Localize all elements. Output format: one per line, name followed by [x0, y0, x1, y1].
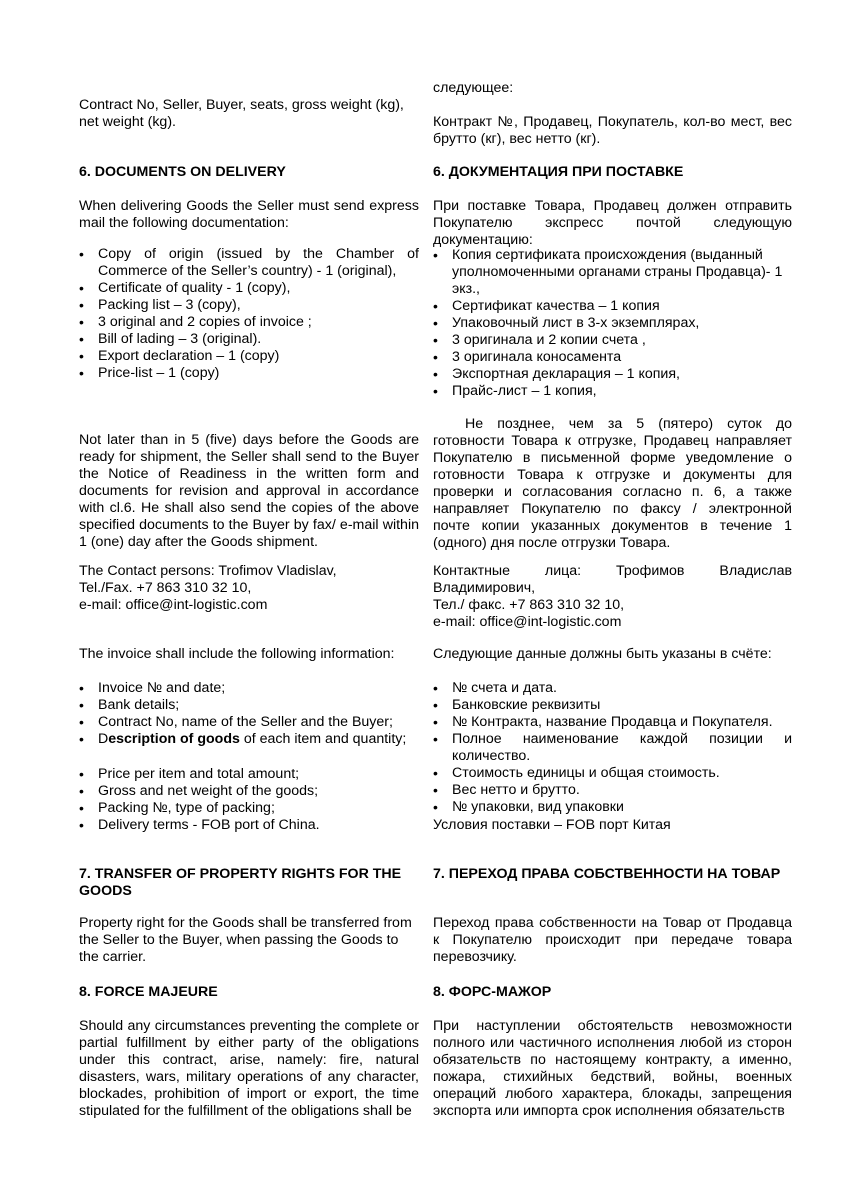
list-item: • Contract No, name of the Seller and the Buyer; [79, 714, 419, 731]
list-item: • Copy of origin (issued by the Chamber of Commerce of the Seller’s country) - 1 (original), [79, 246, 419, 280]
en-contact-email: e-mail: office@int-logistic.com [79, 597, 268, 613]
list-item: • Certificate of quality - 1 (copy), [79, 280, 419, 297]
list-item: • Сертификат качества – 1 копия [433, 298, 792, 315]
ru-contract-fields: Контракт №, Продавец, Покупатель, кол-во мест, вес брутто (кг), вес нетто (кг). [433, 114, 792, 147]
en-contact-persons: The Contact persons: Trofimov Vladislav, [79, 563, 337, 579]
list-item: • Экспортная декларация – 1 копия, [433, 366, 792, 383]
en-documents-list [79, 246, 419, 382]
list-item: • Invoice № and date; [79, 680, 419, 697]
list-item: • Export declaration – 1 (copy) [79, 348, 419, 365]
list-item: • 3 original and 2 copies of invoice ; [79, 314, 419, 331]
en-readiness-notice: Not later than in 5 (five) days before the Goods are ready for shipment, the Seller shall send to the Buyer the Notice of Readiness in the written form and documents for revision and approval in accordance with cl.6. He shall also send the copies of the above specified documents to the Buyer by fax/ e-mail within 1 (one) day after the Goods shipment. [79, 432, 419, 550]
list-item-description: • Description of goods of each item and quantity; [79, 731, 419, 748]
en-invoice-list-b [79, 766, 419, 834]
list-item: • Packing list – 3 (copy), [79, 297, 419, 314]
ru-contact-block [433, 563, 792, 631]
list-item: • Стоимость единицы и общая стоимость. [433, 765, 792, 782]
list-item: • № Контракта, название Продавца и Покупателя. [433, 714, 792, 731]
en-invoice-intro: The invoice shall include the following information: [79, 646, 395, 662]
ru-section-6-intro: При поставке Товара, Продавец должен отправить Покупателю экспресс почтой следующую документацию: [433, 198, 792, 248]
list-item: • Delivery terms - FOB port of China. [79, 817, 419, 834]
list-item: • 3 оригинала коносамента [433, 349, 792, 366]
list-item: • Gross and net weight of the goods; [79, 783, 419, 800]
ru-section-7-heading: 7. ПЕРЕХОД ПРАВА СОБСТВЕННОСТИ НА ТОВАР [433, 866, 781, 882]
en-section-7-text: Property right for the Goods shall be transferred from the Seller to the Buyer, when passing the Goods to the carrier. [79, 915, 412, 965]
list-item: • Банковские реквизиты [433, 697, 792, 714]
list-item: • Вес нетто и брутто. [433, 782, 792, 799]
en-section-6-heading: 6. DOCUMENTS ON DELIVERY [79, 164, 286, 180]
list-item: • Price-list – 1 (copy) [79, 365, 419, 382]
list-item: • Прайс-лист – 1 копия, [433, 383, 792, 400]
ru-contact-persons: Контактные лица: Трофимов Владислав Владимирович, [433, 563, 792, 596]
ru-readiness-notice: Не позднее, чем за 5 (пятеро) суток до готовности Товара к отгрузке, Продавец направляет Покупателю в письменной форме уведомление о готовности Товара к отгрузке и документы для проверки и согласования согласно п. 6, а также направляет Покупателю по факсу / электронной почте копии указанных документов в течение 1 (одного) дня после отгрузки Товара. [433, 416, 792, 551]
bold-term: escription of goods [108, 731, 240, 747]
ru-invoice-intro: Следующие данные должны быть указаны в счёте: [433, 646, 772, 662]
list-item: • 3 оригинала и 2 копии счета , [433, 332, 792, 349]
ru-contact-phone: Тел./ факс. +7 863 310 32 10, [433, 597, 625, 613]
ru-invoice-list [433, 680, 792, 816]
list-item: • № счета и дата. [433, 680, 792, 697]
list-item: • Полное наименование каждой позиции и количество. [433, 731, 792, 765]
ru-section-7-text: Переход права собственности на Товар от Продавца к Покупателю происходит при передаче товара перевозчику. [433, 915, 792, 965]
ru-contact-email: e-mail: office@int-logistic.com [433, 614, 622, 630]
en-section-6-intro: When delivering Goods the Seller must send express mail the following documentation: [79, 198, 419, 231]
list-item: • № упаковки, вид упаковки [433, 799, 792, 816]
ru-documents-list [433, 247, 792, 400]
ru-section-8-text: При наступлении обстоятельств невозможности полного или частичного исполнения любой из сторон обязательств по настоящему контракту, а именно, пожара, стихийных бедствий, войны, военных операций любого характера, блокады, запрещения экспорта или импорта срок исполнения обязательств [433, 1018, 792, 1119]
en-contract-fields: Contract No, Seller, Buyer, seats, gross weight (kg), net weight (kg). [79, 97, 404, 130]
en-section-8-heading: 8. FORCE MAJEURE [79, 984, 218, 1000]
ru-top-continuation: следующее: [433, 80, 514, 96]
en-section-7-heading: 7. TRANSFER OF PROPERTY RIGHTS FOR THE GOODS [79, 866, 402, 899]
list-item: • Bill of lading – 3 (original). [79, 331, 419, 348]
en-section-8-text: Should any circumstances preventing the complete or partial fulfillment by either party of the obligations under this contract, arise, namely: fire, natural disasters, wars, military operations of any character, blockades, prohibition of import or export, the time stipulated for the fulfillment of the obligations shall be [79, 1018, 419, 1119]
list-item: • Упаковочный лист в 3-х экземплярах, [433, 315, 792, 332]
ru-section-8-heading: 8. ФОРС-МАЖОР [433, 984, 552, 1000]
en-contact-block [79, 563, 419, 614]
ru-section-6-heading: 6. ДОКУМЕНТАЦИЯ ПРИ ПОСТАВКЕ [433, 164, 684, 180]
ru-delivery-terms: Условия поставки – FOB порт Китая [433, 817, 671, 833]
list-item: • Bank details; [79, 697, 419, 714]
list-item: • Price per item and total amount; [79, 766, 419, 783]
list-item: • Packing №, type of packing; [79, 800, 419, 817]
en-contact-phone: Tel./Fax. +7 863 310 32 10, [79, 580, 252, 596]
en-invoice-list-a [79, 680, 419, 748]
list-item: • Копия сертификата происхождения (выданный уполномоченными органами страны Продавца)- 1 экз., [433, 247, 792, 298]
